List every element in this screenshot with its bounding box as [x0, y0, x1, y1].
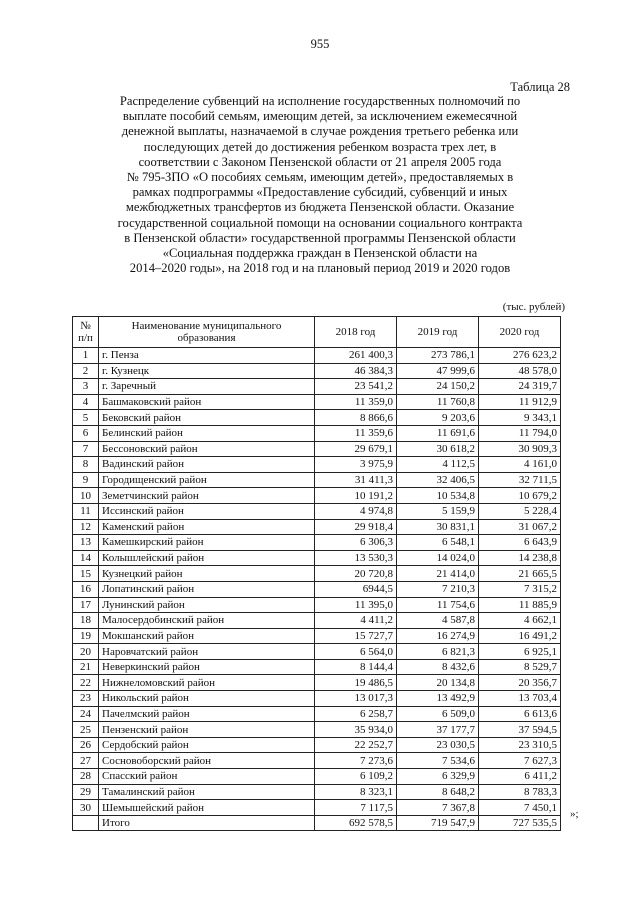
- cell-2018: 11 359,0: [315, 394, 397, 410]
- table-row: [73, 800, 561, 816]
- cell-2019: 5 159,9: [397, 503, 479, 519]
- cell-idx: 7: [73, 441, 99, 457]
- cell-2020: 8 529,7: [479, 659, 561, 675]
- cell-idx: 4: [73, 394, 99, 410]
- cell-name: Спасский район: [99, 769, 315, 785]
- cell-2020: 5 228,4: [479, 503, 561, 519]
- cell-2018: 29 918,4: [315, 519, 397, 535]
- title-line: государственной социальной помощи на основании социального контракта: [117, 215, 523, 230]
- cell-2018: 6 258,7: [315, 706, 397, 722]
- cell-2020: 48 578,0: [479, 363, 561, 379]
- cell-2018: 22 252,7: [315, 737, 397, 753]
- cell-idx: 25: [73, 722, 99, 738]
- cell-2018: 15 727,7: [315, 628, 397, 644]
- cell-2018: 8 323,1: [315, 784, 397, 800]
- title-line: Распределение субвенций на исполнение государственных полномочий по: [119, 94, 521, 108]
- title-line: в Пензенской области» государственной программы Пензенской области: [124, 230, 516, 245]
- table-row: [73, 628, 561, 644]
- cell-2019: 7 534,6: [397, 753, 479, 769]
- header-2020: 2020 год: [479, 317, 561, 348]
- cell-name: Пензенский район: [99, 722, 315, 738]
- cell-2019: 16 274,9: [397, 628, 479, 644]
- table-row: [73, 441, 561, 457]
- table-row: [73, 597, 561, 613]
- cell-idx: 30: [73, 800, 99, 816]
- cell-name: Каменский район: [99, 519, 315, 535]
- cell-name: Кузнецкий район: [99, 566, 315, 582]
- cell-name: Бековский район: [99, 410, 315, 426]
- cell-2019: 37 177,7: [397, 722, 479, 738]
- cell-2019: 11 760,8: [397, 394, 479, 410]
- cell-name: Лопатинский район: [99, 581, 315, 597]
- cell-2019: 9 203,6: [397, 410, 479, 426]
- cell-2018: 19 486,5: [315, 675, 397, 691]
- table-row: [73, 566, 561, 582]
- title-line: рамках подпрограммы «Предоставление субсидий, субвенций и иных: [132, 185, 508, 200]
- cell-2019: 20 134,8: [397, 675, 479, 691]
- cell-name: Мокшанский район: [99, 628, 315, 644]
- cell-2019: 14 024,0: [397, 550, 479, 566]
- cell-2018: 31 411,3: [315, 472, 397, 488]
- cell-idx: 26: [73, 737, 99, 753]
- cell-idx: 9: [73, 472, 99, 488]
- cell-idx: 20: [73, 644, 99, 660]
- cell-2018: 8 144,4: [315, 659, 397, 675]
- cell-idx: 2: [73, 363, 99, 379]
- cell-2020: 6 613,6: [479, 706, 561, 722]
- cell-idx: 1: [73, 348, 99, 364]
- cell-2018: 6 564,0: [315, 644, 397, 660]
- cell-2020: 6 925,1: [479, 644, 561, 660]
- cell-2020: 37 594,5: [479, 722, 561, 738]
- table-row: [73, 550, 561, 566]
- cell-name: Нижнеломовский район: [99, 675, 315, 691]
- table-total-row: [73, 815, 561, 831]
- cell-2018: 35 934,0: [315, 722, 397, 738]
- cell-idx: 13: [73, 535, 99, 551]
- cell-2019: 11 754,6: [397, 597, 479, 613]
- cell-2019: 8 648,2: [397, 784, 479, 800]
- closing-quote: »;: [570, 808, 579, 820]
- cell-2020: 20 356,7: [479, 675, 561, 691]
- title-line: выплате пособий семьям, имеющим детей, за исключением ежемесячной: [122, 109, 518, 124]
- cell-idx: 16: [73, 581, 99, 597]
- cell-2018: 46 384,3: [315, 363, 397, 379]
- cell-2019: 273 786,1: [397, 348, 479, 364]
- cell-2018: 4 411,2: [315, 613, 397, 629]
- cell-2019: 30 831,1: [397, 519, 479, 535]
- cell-2020: 276 623,2: [479, 348, 561, 364]
- table-row: [73, 613, 561, 629]
- cell-idx: 27: [73, 753, 99, 769]
- cell-2019: 7 210,3: [397, 581, 479, 597]
- cell-2018: 13 530,3: [315, 550, 397, 566]
- cell-2020: 4 662,1: [479, 613, 561, 629]
- cell-name: Наровчатский район: [99, 644, 315, 660]
- cell-name: Бессоновский район: [99, 441, 315, 457]
- cell-2018: 6 109,2: [315, 769, 397, 785]
- cell-2018: 4 974,8: [315, 503, 397, 519]
- table-row: [73, 519, 561, 535]
- cell-2020: 4 161,0: [479, 457, 561, 473]
- cell-2020: 13 703,4: [479, 691, 561, 707]
- cell-name: Башмаковский район: [99, 394, 315, 410]
- document-title: [70, 94, 570, 276]
- cell-2020: 21 665,5: [479, 566, 561, 582]
- cell-2020: 10 679,2: [479, 488, 561, 504]
- cell-name: Лунинский район: [99, 597, 315, 613]
- table-row: [73, 675, 561, 691]
- cell-2020: 16 491,2: [479, 628, 561, 644]
- cell-2019: 4 587,8: [397, 613, 479, 629]
- cell-idx: 24: [73, 706, 99, 722]
- cell-2018: 692 578,5: [315, 815, 397, 831]
- cell-2020: 24 319,7: [479, 379, 561, 395]
- cell-name: Сердобский район: [99, 737, 315, 753]
- cell-2018: 7 117,5: [315, 800, 397, 816]
- table-row: [73, 457, 561, 473]
- title-line: № 795-ЗПО «О пособиях семьям, имеющим детей», предоставляемых в: [126, 170, 514, 185]
- cell-2018: 6944,5: [315, 581, 397, 597]
- table-row: [73, 394, 561, 410]
- cell-idx: 15: [73, 566, 99, 582]
- table-row: [73, 581, 561, 597]
- table-row: [73, 379, 561, 395]
- table-row: [73, 784, 561, 800]
- table-row: [73, 425, 561, 441]
- cell-name: Сосновоборский район: [99, 753, 315, 769]
- cell-2019: 23 030,5: [397, 737, 479, 753]
- table-row: [73, 410, 561, 426]
- cell-idx: 17: [73, 597, 99, 613]
- cell-idx: 23: [73, 691, 99, 707]
- table-row: [73, 691, 561, 707]
- cell-name: Тамалинский район: [99, 784, 315, 800]
- table-row: [73, 659, 561, 675]
- header-2018: 2018 год: [315, 317, 397, 348]
- header-name: Наименование муниципального образования: [99, 317, 315, 348]
- page-number: 955: [310, 37, 330, 51]
- cell-idx: 10: [73, 488, 99, 504]
- cell-2018: 6 306,3: [315, 535, 397, 551]
- cell-2020: 23 310,5: [479, 737, 561, 753]
- cell-idx: 21: [73, 659, 99, 675]
- cell-2019: 6 509,0: [397, 706, 479, 722]
- units-label: (тыс. рублей): [502, 301, 565, 313]
- table-row: [73, 472, 561, 488]
- cell-name: г. Заречный: [99, 379, 315, 395]
- cell-2018: 29 679,1: [315, 441, 397, 457]
- cell-2019: 719 547,9: [397, 815, 479, 831]
- cell-2018: 261 400,3: [315, 348, 397, 364]
- table-row: [73, 363, 561, 379]
- cell-name: Шемышейский район: [99, 800, 315, 816]
- cell-name: г. Пенза: [99, 348, 315, 364]
- title-line: «Социальная поддержка граждан в Пензенской области на: [162, 246, 478, 261]
- cell-2020: 30 909,3: [479, 441, 561, 457]
- cell-2020: 6 643,9: [479, 535, 561, 551]
- cell-name: Белинский район: [99, 425, 315, 441]
- cell-2019: 6 329,9: [397, 769, 479, 785]
- table-label: Таблица 28: [510, 80, 570, 94]
- cell-2019: 11 691,6: [397, 425, 479, 441]
- title-line: межбюджетных трансфертов из бюджета Пензенской области. Оказание: [125, 200, 515, 215]
- cell-2018: 10 191,2: [315, 488, 397, 504]
- cell-idx: 12: [73, 519, 99, 535]
- title-line: денежной выплаты, назначаемой в случае рождения третьего ребенка или: [121, 124, 519, 139]
- cell-2019: 7 367,8: [397, 800, 479, 816]
- cell-idx: 22: [73, 675, 99, 691]
- cell-idx: 8: [73, 457, 99, 473]
- cell-2018: 7 273,6: [315, 753, 397, 769]
- cell-name: Городищенский район: [99, 472, 315, 488]
- cell-2020: 14 238,8: [479, 550, 561, 566]
- cell-name: Итого: [99, 815, 315, 831]
- cell-idx: 18: [73, 613, 99, 629]
- cell-idx: 29: [73, 784, 99, 800]
- table-row: [73, 535, 561, 551]
- cell-2020: 7 627,3: [479, 753, 561, 769]
- cell-name: Иссинский район: [99, 503, 315, 519]
- cell-name: Вадинский район: [99, 457, 315, 473]
- cell-idx: 5: [73, 410, 99, 426]
- cell-idx: [73, 815, 99, 831]
- cell-name: Пачелмский район: [99, 706, 315, 722]
- cell-2020: 727 535,5: [479, 815, 561, 831]
- cell-2018: 20 720,8: [315, 566, 397, 582]
- table-row: [73, 488, 561, 504]
- cell-2019: 21 414,0: [397, 566, 479, 582]
- cell-2018: 13 017,3: [315, 691, 397, 707]
- cell-2018: 11 359,6: [315, 425, 397, 441]
- cell-2020: 8 783,3: [479, 784, 561, 800]
- cell-2019: 24 150,2: [397, 379, 479, 395]
- cell-2019: 13 492,9: [397, 691, 479, 707]
- cell-idx: 11: [73, 503, 99, 519]
- cell-name: г. Кузнецк: [99, 363, 315, 379]
- cell-2020: 11 794,0: [479, 425, 561, 441]
- cell-2020: 9 343,1: [479, 410, 561, 426]
- cell-2020: 31 067,2: [479, 519, 561, 535]
- cell-name: Малосердобинский район: [99, 613, 315, 629]
- table-row: [73, 737, 561, 753]
- cell-2020: 11 912,9: [479, 394, 561, 410]
- table-row: [73, 348, 561, 364]
- table-row: [73, 503, 561, 519]
- subventions-table: [72, 316, 561, 831]
- cell-2018: 23 541,2: [315, 379, 397, 395]
- cell-2019: 8 432,6: [397, 659, 479, 675]
- cell-name: Камешкирский район: [99, 535, 315, 551]
- cell-name: Никольский район: [99, 691, 315, 707]
- cell-2020: 32 711,5: [479, 472, 561, 488]
- cell-idx: 28: [73, 769, 99, 785]
- cell-2019: 47 999,6: [397, 363, 479, 379]
- table-row: [73, 706, 561, 722]
- cell-2018: 11 395,0: [315, 597, 397, 613]
- cell-2019: 4 112,5: [397, 457, 479, 473]
- cell-2019: 32 406,5: [397, 472, 479, 488]
- title-line: 2014–2020 годы», на 2018 год и на плановый период 2019 и 2020 годов: [129, 261, 511, 276]
- table-row: [73, 722, 561, 738]
- cell-2020: 6 411,2: [479, 769, 561, 785]
- cell-idx: 19: [73, 628, 99, 644]
- cell-2019: 6 821,3: [397, 644, 479, 660]
- header-2019: 2019 год: [397, 317, 479, 348]
- cell-name: Неверкинский район: [99, 659, 315, 675]
- title-line: соответствии с Законом Пензенской области от 21 апреля 2005 года: [138, 154, 502, 169]
- cell-idx: 6: [73, 425, 99, 441]
- cell-2020: 7 450,1: [479, 800, 561, 816]
- cell-name: Колышлейский район: [99, 550, 315, 566]
- table-row: [73, 753, 561, 769]
- cell-2018: 8 866,6: [315, 410, 397, 426]
- cell-name: Земетчинский район: [99, 488, 315, 504]
- table-row: [73, 769, 561, 785]
- cell-2019: 10 534,8: [397, 488, 479, 504]
- title-line: последующих детей до достижения ребенком возраста трех лет, в: [143, 139, 497, 154]
- table-row: [73, 644, 561, 660]
- cell-2019: 30 618,2: [397, 441, 479, 457]
- cell-2019: 6 548,1: [397, 535, 479, 551]
- header-idx: № п/п: [73, 317, 99, 348]
- cell-2020: 7 315,2: [479, 581, 561, 597]
- cell-2020: 11 885,9: [479, 597, 561, 613]
- table-body: [73, 348, 561, 831]
- table-header-row: [73, 317, 561, 348]
- cell-2018: 3 975,9: [315, 457, 397, 473]
- cell-idx: 3: [73, 379, 99, 395]
- cell-idx: 14: [73, 550, 99, 566]
